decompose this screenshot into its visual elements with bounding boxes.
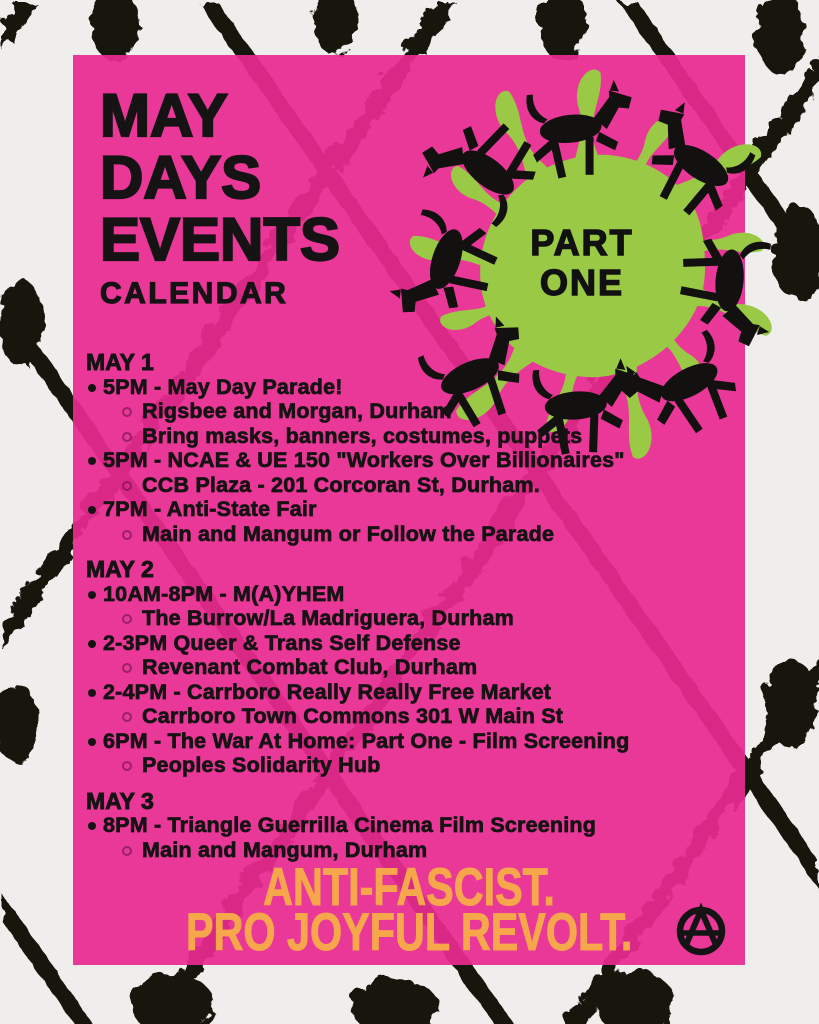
event-item: 10AM-8PM - M(A)YHEM [86,582,706,607]
title-subtitle: CALENDAR [100,277,289,310]
badge-line-2: ONE [539,262,624,303]
event-detail: Main and Mangum or Follow the Parade [86,522,706,547]
event-detail: CCB Plaza - 201 Corcoran St, Durham. [86,473,706,498]
slogan-line-1: ANTI-FASCIST. [263,858,555,917]
event-item: 7PM - Anti-State Fair [86,497,706,522]
event-day-section [86,789,706,863]
event-day-header: MAY 3 [86,787,154,814]
event-detail: Peoples Solidarity Hub [86,753,706,778]
slogan-line-2: PRO JOYFUL REVOLT. [185,903,633,962]
pink-panel [73,55,745,965]
footer-slogan [73,858,745,962]
event-detail: Revenant Combat Club, Durham [86,655,706,680]
event-item: 6PM - The War At Home: Part One - Film Screening [86,729,706,754]
event-day-section [86,350,706,546]
event-item: 2-4PM - Carrboro Really Really Free Market [86,680,706,705]
event-item: 5PM - NCAE & UE 150 "Workers Over Billionaires" [86,448,706,473]
event-item: 8PM - Triangle Guerrilla Cinema Film Screening [86,813,706,838]
event-detail: The Burrow/La Madriguera, Durham [86,606,706,631]
event-item: 2-3PM Queer & Trans Self Defense [86,631,706,656]
events-list [86,350,706,862]
badge-line-1: PART [530,222,634,263]
title-line-2: DAYS [100,144,262,211]
event-detail: Main and Mangum, Durham [86,838,706,863]
part-one-badge [487,223,677,303]
event-detail: Carrboro Town Commons 301 W Main St [86,704,706,729]
event-detail: Rigsbee and Morgan, Durham [86,399,706,424]
title-line-1: MAY [100,82,228,149]
anarchy-circle-a-icon [673,903,729,959]
event-day-header: MAY 1 [86,349,154,375]
poster-title [100,82,341,311]
event-detail: Bring masks, banners, costumes, puppets [86,424,706,449]
event-item: 5PM - May Day Parade! [86,375,706,400]
event-day-header: MAY 2 [86,556,154,582]
title-line-3: EVENTS [100,206,341,273]
event-day-section [86,557,706,778]
